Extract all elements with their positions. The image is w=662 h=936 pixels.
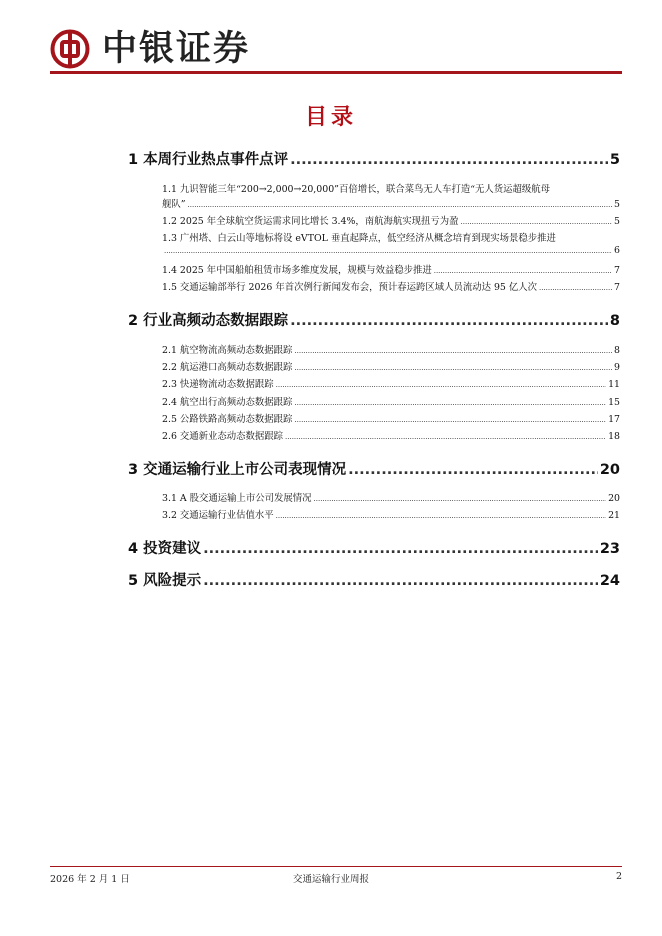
toc-item-page: 21 <box>608 510 620 521</box>
footer-report-name: 交通运输行业周报 <box>292 874 369 885</box>
toc-leader <box>461 218 613 226</box>
toc-item-label: 1.5 交通运输部举行 2026 年首次例行新闻发布会，预计春运跨区域人员流动达 95 亿人次 <box>162 282 537 293</box>
toc-section-page: 5 <box>609 152 620 168</box>
toc-item-label: 1.2 2025 年全球航空货运需求同比增长 3.4%，南航海航实现扭亏为盈 <box>162 216 459 227</box>
toc-section-label: 4 投资建议 <box>128 541 202 557</box>
toc-section-label: 5 风险提示 <box>128 573 202 589</box>
footer-divider <box>50 866 622 867</box>
toc-leader <box>203 573 598 589</box>
toc-item-label: 舰队” <box>162 199 186 210</box>
toc-section-3[interactable] <box>128 458 620 479</box>
toc-item-page: 7 <box>614 265 620 276</box>
toc-section-page: 8 <box>609 313 620 329</box>
toc-item-3-2[interactable] <box>162 507 620 521</box>
toc-leader <box>290 152 608 168</box>
toc-section-label: 1 本周行业热点事件点评 <box>128 152 289 168</box>
brand-name: 中银证券 <box>102 29 251 69</box>
toc-title: 目录 <box>304 105 357 130</box>
toc-item-label: 2.3 快递物流动态数据跟踪 <box>162 379 274 390</box>
toc-section-label: 2 行业高频动态数据跟踪 <box>128 313 289 329</box>
toc-item-1-5[interactable] <box>162 279 620 293</box>
toc-item-page: 5 <box>614 199 620 210</box>
toc-leader <box>276 381 606 389</box>
toc-leader <box>294 364 612 372</box>
toc-leader <box>314 495 607 503</box>
toc-leader <box>188 201 612 209</box>
toc-leader <box>285 433 606 441</box>
toc-item-1-3-line1[interactable]: 1.3 广州塔、白云山等地标将设 eVTOL 垂直起降点，低空经济从概念培育到现实场景稳步推进 <box>162 233 556 244</box>
toc-leader <box>290 313 608 329</box>
toc-item-page: 6 <box>614 245 620 256</box>
header-divider <box>50 71 622 74</box>
toc-leader <box>348 462 598 478</box>
toc-item-page: 20 <box>608 493 620 504</box>
toc-item-page: 5 <box>614 216 620 227</box>
toc-item-1-2[interactable] <box>162 213 620 227</box>
toc-section-5[interactable] <box>128 569 620 590</box>
toc-item-page: 9 <box>614 362 620 373</box>
toc-leader <box>539 284 612 292</box>
footer-page-number: 2 <box>615 871 622 882</box>
toc-item-label: 3.1 A 股交通运输上市公司发展情况 <box>162 493 312 504</box>
toc-item-2-3[interactable] <box>162 376 620 390</box>
toc-item-page: 17 <box>608 414 620 425</box>
toc-leader <box>276 512 606 520</box>
toc-item-2-2[interactable] <box>162 359 620 373</box>
toc-section-1[interactable] <box>128 148 620 169</box>
toc-section-2[interactable] <box>128 309 620 330</box>
toc-item-1-3[interactable] <box>162 245 620 256</box>
toc-item-3-1[interactable] <box>162 490 620 504</box>
toc-item-1-1-line1[interactable]: 1.1 九识智能三年“200→2,000→20,000”百倍增长，联合菜鸟无人车打造“无人货运超级航母 <box>162 184 551 195</box>
toc-section-4[interactable] <box>128 537 620 558</box>
toc-item-page: 8 <box>614 345 620 356</box>
toc-item-2-5[interactable] <box>162 411 620 425</box>
toc-item-label: 2.1 航空物流高频动态数据跟踪 <box>162 345 293 356</box>
toc-item-label: 2.5 公路铁路高频动态数据跟踪 <box>162 414 293 425</box>
toc-item-label: 1.4 2025 年中国船舶租赁市场多维度发展，规模与效益稳步推进 <box>162 265 432 276</box>
toc-leader <box>434 267 612 275</box>
toc-item-2-6[interactable] <box>162 428 620 442</box>
toc-leader <box>294 347 612 355</box>
toc-item-1-4[interactable] <box>162 262 620 276</box>
toc-item-label: 2.2 航运港口高频动态数据跟踪 <box>162 362 293 373</box>
report-header <box>50 22 622 78</box>
toc-leader <box>294 399 606 407</box>
toc-leader <box>203 541 598 557</box>
toc-item-1-1[interactable] <box>162 196 620 210</box>
toc-section-page: 24 <box>599 573 620 589</box>
footer-date: 2026 年 2 月 1 日 <box>50 874 130 885</box>
bank-of-china-logo-icon <box>50 29 90 69</box>
toc-item-label: 2.4 航空出行高频动态数据跟踪 <box>162 397 293 408</box>
toc-section-label: 3 交通运输行业上市公司表现情况 <box>128 462 347 478</box>
toc-item-2-1[interactable] <box>162 342 620 356</box>
toc-item-page: 11 <box>608 379 620 390</box>
toc-leader <box>164 247 612 255</box>
toc-item-page: 18 <box>608 431 620 442</box>
toc-item-page: 15 <box>608 397 620 408</box>
toc-section-page: 23 <box>599 541 620 557</box>
toc-leader <box>294 416 606 424</box>
toc-item-label: 2.6 交通新业态动态数据跟踪 <box>162 431 284 442</box>
toc-item-label: 3.2 交通运输行业估值水平 <box>162 510 274 521</box>
toc-item-page: 7 <box>614 282 620 293</box>
toc-item-2-4[interactable] <box>162 394 620 408</box>
toc-section-page: 20 <box>599 462 620 478</box>
